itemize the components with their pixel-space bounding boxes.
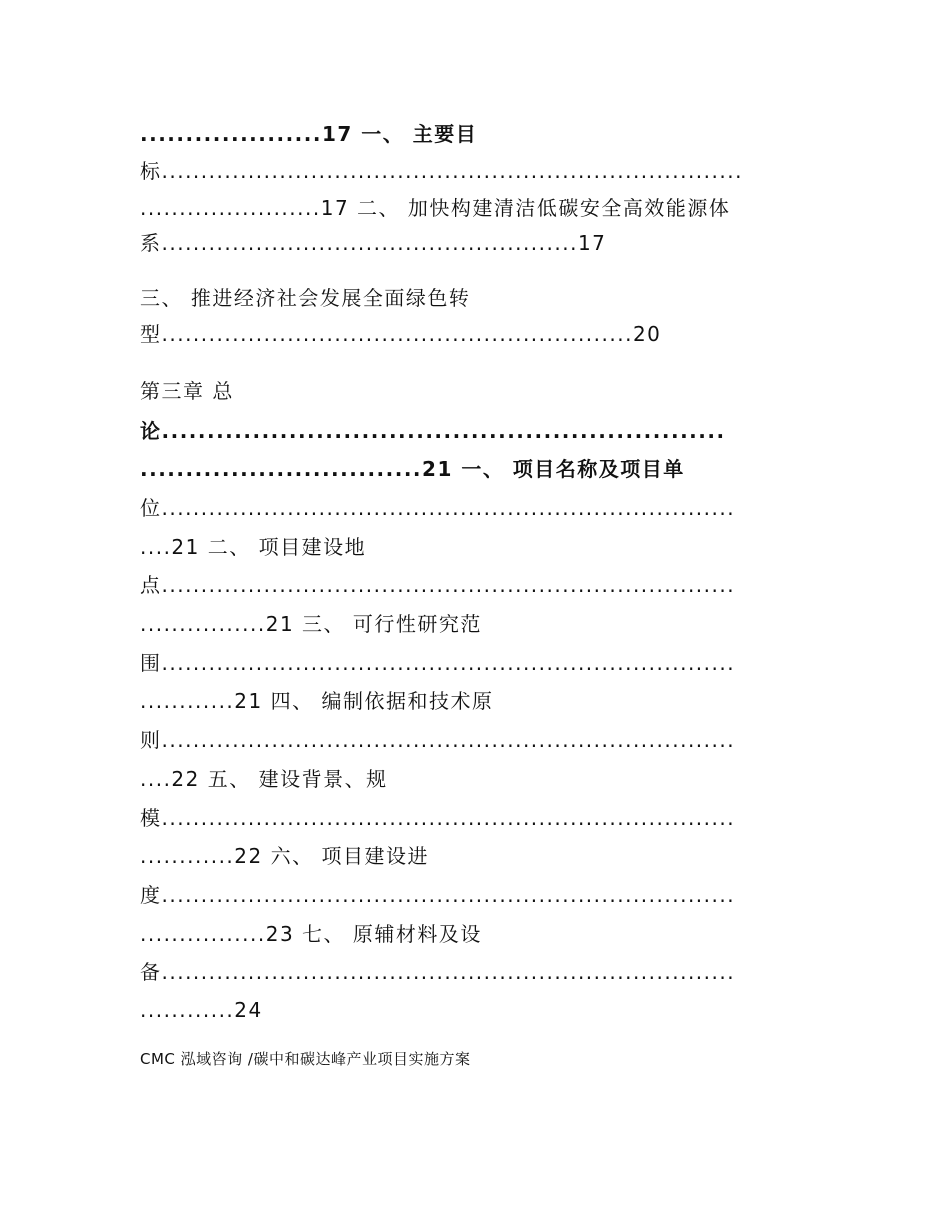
toc-line-6[interactable]: 型............................................................20 xyxy=(140,322,662,346)
toc-line-20[interactable]: 度......................................................................... xyxy=(140,883,736,907)
toc-chapter-heading[interactable]: 第三章 总 xyxy=(140,379,234,403)
page-footer: CMC 泓域咨询 /碳中和碳达峰产业项目实施方案 xyxy=(140,1050,471,1068)
toc-line-15[interactable]: ............21 四、 编制依据和技术原 xyxy=(140,689,494,713)
toc-line-2[interactable]: 标.......................................................................... xyxy=(140,159,743,183)
toc-line-18[interactable]: 模......................................................................... xyxy=(140,806,736,830)
toc-line-16[interactable]: 则......................................................................... xyxy=(140,728,736,752)
toc-line-5[interactable]: 三、 推进经济社会发展全面绿色转 xyxy=(140,286,471,310)
toc-line-14[interactable]: 围......................................................................... xyxy=(140,651,736,675)
toc-line-4[interactable]: 系.....................................................17 xyxy=(140,231,607,255)
toc-line-3[interactable]: .......................17 二、 加快构建清洁低碳安全高效能源体 xyxy=(140,196,731,220)
toc-line-9[interactable]: ...............................21 一、 项目名称及项目单 xyxy=(140,457,685,481)
toc-line-23[interactable]: ............24 xyxy=(140,998,263,1022)
toc-line-12[interactable]: 点......................................................................... xyxy=(140,573,736,597)
toc-line-17[interactable]: ....22 五、 建设背景、规 xyxy=(140,767,388,791)
toc-line-22[interactable]: 备......................................................................... xyxy=(140,960,736,984)
toc-line-10[interactable]: 位......................................................................... xyxy=(140,496,736,520)
toc-line-19[interactable]: ............22 六、 项目建设进 xyxy=(140,844,429,868)
toc-line-13[interactable]: ................21 三、 可行性研究范 xyxy=(140,612,482,636)
toc-line-8[interactable]: 论.............................................................. xyxy=(140,419,726,443)
toc-line-21[interactable]: ................23 七、 原辅材料及设 xyxy=(140,922,482,946)
toc-line-1[interactable]: ....................17 一、 主要目 xyxy=(140,122,478,146)
toc-line-11[interactable]: ....21 二、 项目建设地 xyxy=(140,535,367,559)
